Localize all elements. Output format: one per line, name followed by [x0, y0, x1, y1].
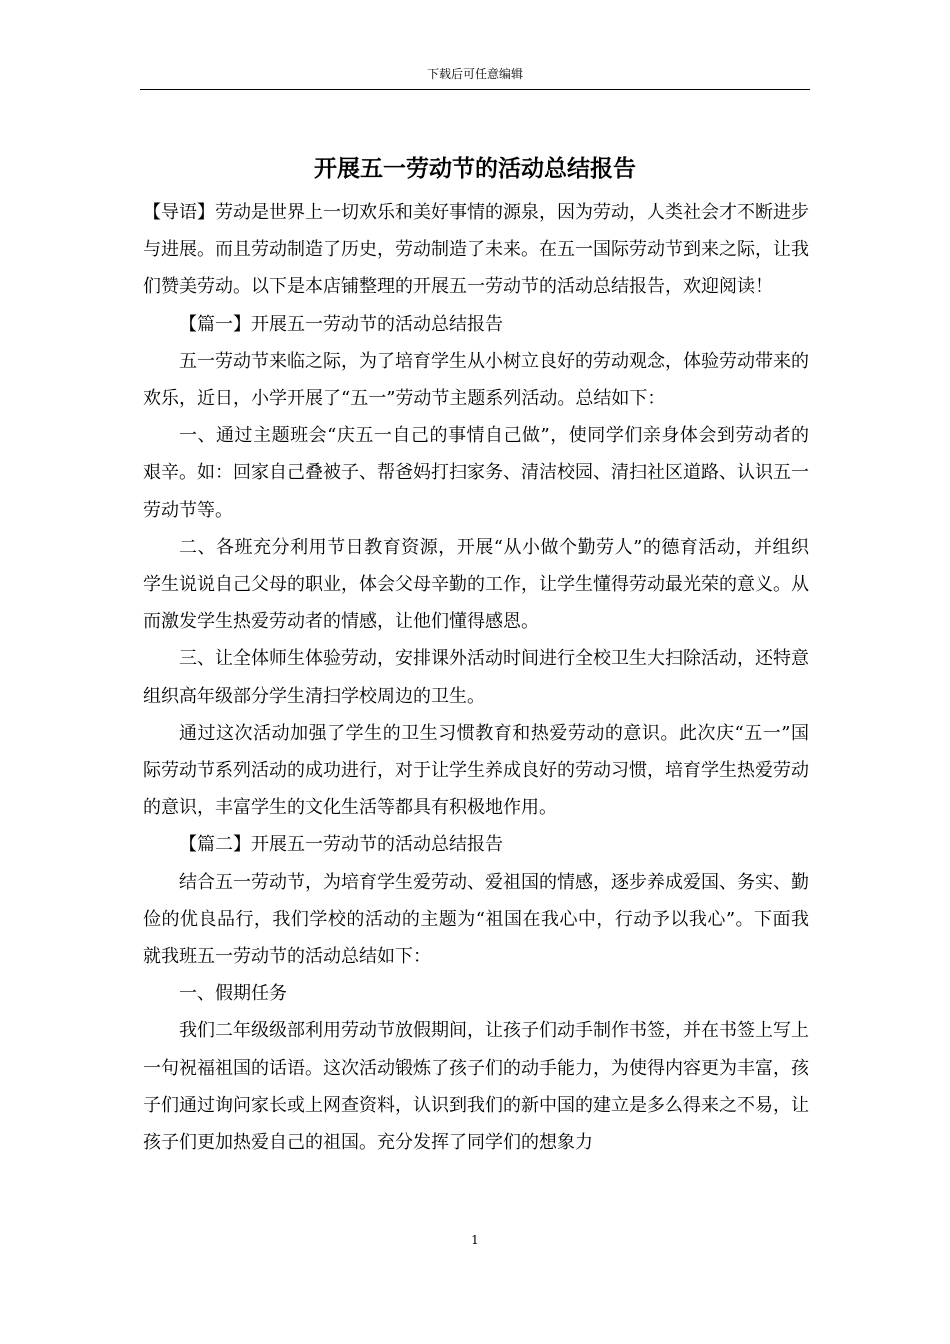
document-body: [143, 194, 809, 1161]
subsection-heading: 一、假期任务: [179, 983, 287, 1005]
body-paragraph: 我们二年级级部利用劳动节放假期间，让孩子们动手制作书签，并在书签上写上一句祝福祖国的话语。这次活动锻炼了孩子们的动手能力，为使得内容更为丰富，孩子们通过询问家长或上网查资料，认识到我们的新中国的建立是多么得来之不易，让孩子们更加热爱自己的祖国。充分发挥了同学们的想象力: [143, 1020, 809, 1154]
header-note: 下载后可任意编辑: [426, 67, 523, 81]
document-title: 开展五一劳动节的活动总结报告: [314, 155, 636, 182]
body-paragraph: 通过这次活动加强了学生的卫生习惯教育和热爱劳动的意识。此次庆“五一”国际劳动节系列活动的成功进行，对于让学生养成良好的劳动习惯，培育学生热爱劳动的意识，丰富学生的文化生活等都具有积极地作用。: [143, 722, 809, 819]
section-heading-part-one: 【篇一】开展五一劳动节的活动总结报告: [179, 313, 503, 335]
page-number: 1: [471, 1233, 479, 1247]
body-paragraph: 三、让全体师生体验劳动，安排课外活动时间进行全校卫生大扫除活动，还特意组织高年级部分学生清扫学校周边的卫生。: [143, 648, 809, 707]
section-heading-part-two: 【篇二】开展五一劳动节的活动总结报告: [179, 834, 503, 856]
header-divider: [140, 89, 810, 90]
intro-paragraph: 【导语】劳动是世界上一切欢乐和美好事情的源泉，因为劳动，人类社会才不断进步与进展。而且劳动制造了历史，劳动制造了未来。在五一国际劳动节到来之际，让我们赞美劳动。以下是本店铺整理的开展五一劳动节的活动总结报告，欢迎阅读！: [143, 202, 809, 298]
body-paragraph: 二、各班充分利用节日教育资源，开展“从小做个勤劳人”的德育活动，并组织学生说说自己父母的职业，体会父母辛勤的工作，让学生懂得劳动最光荣的意义。从而激发学生热爱劳动者的情感，让他们懂得感恩。: [143, 536, 809, 633]
body-paragraph: 一、通过主题班会“庆五一自己的事情自己做”，使同学们亲身体会到劳动者的艰辛。如：回家自己叠被子、帮爸妈打扫家务、清洁校园、清扫社区道路、认识五一劳动节等。: [143, 425, 809, 521]
body-paragraph: 结合五一劳动节，为培育学生爱劳动、爱祖国的情感，逐步养成爱国、务实、勤俭的优良品行，我们学校的活动的主题为“祖国在我心中，行动予以我心”。下面我就我班五一劳动节的活动总结如下：: [143, 871, 809, 968]
body-paragraph: 五一劳动节来临之际，为了培育学生从小树立良好的劳动观念，体验劳动带来的欢乐，近日，小学开展了“五一”劳动节主题系列活动。总结如下：: [143, 350, 809, 410]
